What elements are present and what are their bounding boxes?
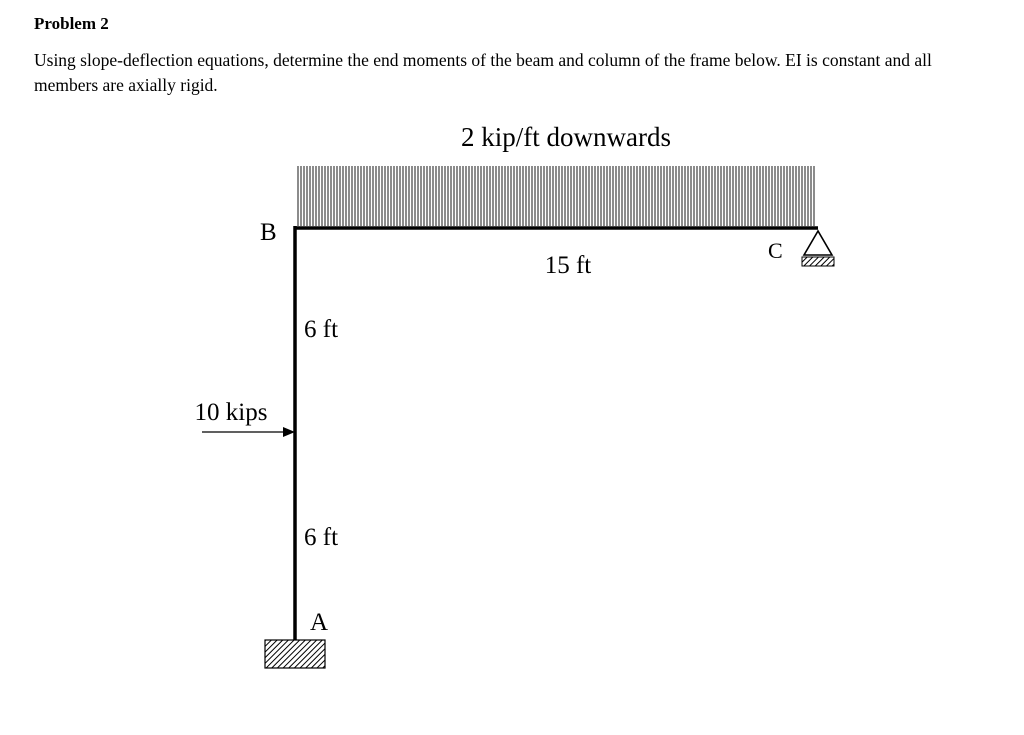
node-label-a: A	[310, 609, 329, 636]
pin-support-c	[802, 231, 834, 266]
distributed-load	[296, 166, 816, 226]
fixed-support-a	[265, 640, 325, 668]
beam-length-label: 15 ft	[544, 252, 592, 279]
distributed-load-label: 2 kip/ft downwards	[461, 122, 671, 152]
node-label-b: B	[260, 219, 277, 246]
problem-statement: Using slope-deflection equations, determine the end moments of the beam and column of the frame below. EI is constant and all members are axially rigid.	[34, 50, 932, 95]
point-load-arrow	[202, 427, 295, 437]
node-label-c: C	[768, 238, 783, 263]
lower-column-length-label: 6 ft	[304, 524, 339, 551]
problem-title: Problem 2	[34, 14, 109, 33]
upper-column-length-label: 6 ft	[304, 316, 339, 343]
point-load-label: 10 kips	[194, 399, 268, 426]
